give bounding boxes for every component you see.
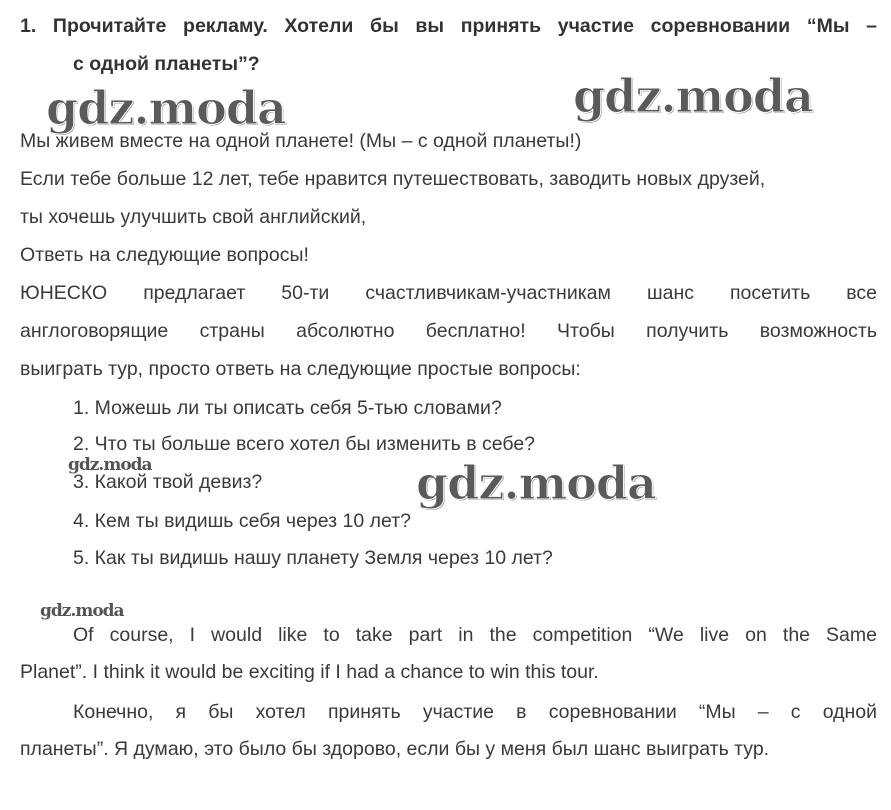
intro-line-3: ты хочешь улучшить свой английский, <box>20 206 367 228</box>
question-item: 5. Как ты видишь нашу планету Земля через 10 лет? <box>73 547 553 569</box>
intro-line-1: Мы живем вместе на одной планете! (Мы – с одной планеты!) <box>20 130 582 152</box>
watermark-logo: gdz.moda <box>40 601 124 621</box>
watermark-logo: gdz.moda <box>416 456 656 510</box>
watermark-logo: gdz.moda <box>68 455 152 475</box>
intro-line-6: англоговорящие страны абсолютно бесплатно! Чтобы получить возможность <box>20 320 877 342</box>
answer-en-line-1: Of course, I would like to take part in the competition “We live on the Same <box>73 624 877 646</box>
question-item: 4. Кем ты видишь себя через 10 лет? <box>73 510 411 532</box>
answer-en-line-2: Planet”. I think it would be exciting if I had a chance to win this tour. <box>20 661 599 683</box>
intro-line-7: выиграть тур, просто ответь на следующие простые вопросы: <box>20 358 581 380</box>
watermark-logo: gdz.moda <box>46 81 286 135</box>
answer-ru-line-1: Конечно, я бы хотел принять участие в соревновании “Мы – с одной <box>73 701 877 723</box>
task-title-line-1: 1. Прочитайте рекламу. Хотели бы вы принять участие соревновании “Мы – <box>20 15 877 37</box>
task-title-line-2: с одной планеты”? <box>73 53 260 75</box>
question-item: 1. Можешь ли ты описать себя 5-тью словами? <box>73 397 502 419</box>
question-item: 2. Что ты больше всего хотел бы изменить в себе? <box>73 433 536 455</box>
intro-line-2: Если тебе больше 12 лет, тебе нравится путешествовать, заводить новых друзей, <box>20 168 766 190</box>
watermark-logo: gdz.moda <box>573 69 813 123</box>
question-item: 3. Какой твой девиз? <box>73 471 263 493</box>
intro-line-4: Ответь на следующие вопросы! <box>20 244 309 266</box>
intro-line-5: ЮНЕСКО предлагает 50-ти счастливчикам-участникам шанс посетить все <box>20 282 877 304</box>
answer-ru-line-2: планеты”. Я думаю, это было бы здорово, если бы у меня был шанс выиграть тур. <box>20 738 770 760</box>
